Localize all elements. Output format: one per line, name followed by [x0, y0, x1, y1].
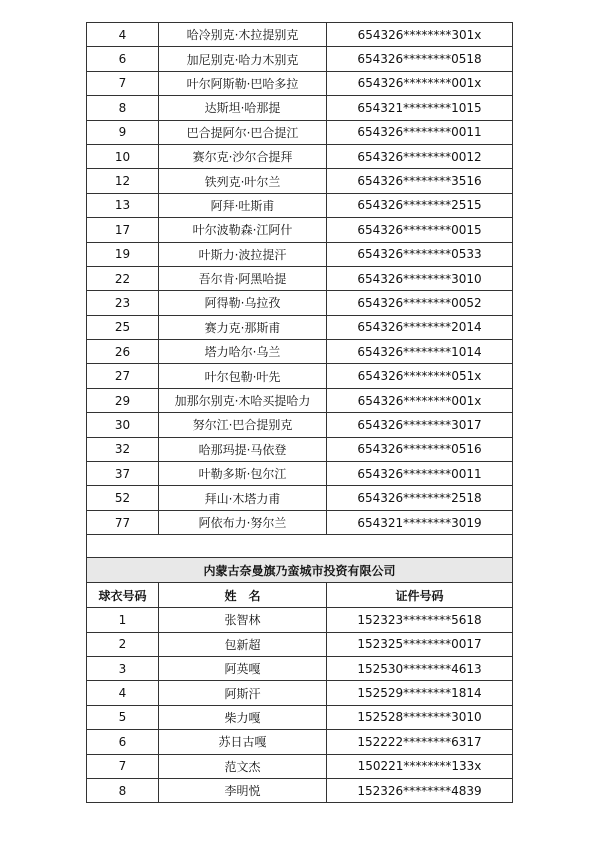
header-jersey-number: 球衣号码 [87, 583, 159, 608]
player-name-cell: 阿依布力·努尔兰 [159, 510, 327, 534]
table-row [87, 413, 513, 437]
id-number-cell: 654326********3017 [327, 413, 513, 437]
table-row [87, 364, 513, 388]
table-row [87, 510, 513, 534]
table-row [87, 681, 513, 705]
jersey-number-cell: 25 [87, 315, 159, 339]
id-number-cell: 654326********2014 [327, 315, 513, 339]
jersey-number-cell: 22 [87, 266, 159, 290]
team1-body [87, 23, 513, 535]
table-row [87, 169, 513, 193]
table-row [87, 437, 513, 461]
header-id-number: 证件号码 [327, 583, 513, 608]
id-number-cell: 152325********0017 [327, 632, 513, 656]
jersey-number-cell: 12 [87, 169, 159, 193]
id-number-cell: 654326********0015 [327, 218, 513, 242]
id-number-cell: 654326********0516 [327, 437, 513, 461]
roster-table [86, 22, 513, 803]
id-number-cell: 654321********1015 [327, 96, 513, 120]
player-name-cell: 叶尔包勒·叶先 [159, 364, 327, 388]
id-number-cell: 654326********0533 [327, 242, 513, 266]
id-number-cell: 654326********1014 [327, 340, 513, 364]
id-number-cell: 152528********3010 [327, 705, 513, 729]
table-row [87, 120, 513, 144]
header-name: 姓 名 [159, 583, 327, 608]
id-number-cell: 654326********0011 [327, 120, 513, 144]
player-name-cell: 赛力克·那斯甫 [159, 315, 327, 339]
jersey-number-cell: 3 [87, 656, 159, 680]
roster-sheet [86, 22, 512, 803]
jersey-number-cell: 19 [87, 242, 159, 266]
player-name-cell: 加那尔别克·木哈买提哈力 [159, 388, 327, 412]
player-name-cell: 柴力嘎 [159, 705, 327, 729]
jersey-number-cell: 52 [87, 486, 159, 510]
id-number-cell: 654326********3010 [327, 266, 513, 290]
player-name-cell: 铁列克·叶尔兰 [159, 169, 327, 193]
id-number-cell: 654326********2515 [327, 193, 513, 217]
id-number-cell: 654326********0052 [327, 291, 513, 315]
table-row [87, 71, 513, 95]
table-row [87, 778, 513, 802]
jersey-number-cell: 7 [87, 754, 159, 778]
player-name-cell: 叶尔波勒森·江阿什 [159, 218, 327, 242]
table-row [87, 193, 513, 217]
table-row [87, 754, 513, 778]
id-number-cell: 152222********6317 [327, 730, 513, 754]
player-name-cell: 巴合提阿尔·巴合提江 [159, 120, 327, 144]
jersey-number-cell: 4 [87, 23, 159, 47]
table-row [87, 218, 513, 242]
table-row [87, 608, 513, 632]
jersey-number-cell: 1 [87, 608, 159, 632]
id-number-cell: 654321********3019 [327, 510, 513, 534]
table-row [87, 705, 513, 729]
jersey-number-cell: 32 [87, 437, 159, 461]
player-name-cell: 塔力哈尔·乌兰 [159, 340, 327, 364]
player-name-cell: 范文杰 [159, 754, 327, 778]
id-number-cell: 152530********4613 [327, 656, 513, 680]
player-name-cell: 哈冷别克·木拉提别克 [159, 23, 327, 47]
player-name-cell: 苏日古嘎 [159, 730, 327, 754]
section-gap [87, 535, 513, 558]
id-number-cell: 654326********0518 [327, 47, 513, 71]
table-row [87, 242, 513, 266]
jersey-number-cell: 29 [87, 388, 159, 412]
id-number-cell: 654326********3516 [327, 169, 513, 193]
jersey-number-cell: 13 [87, 193, 159, 217]
player-name-cell: 张智林 [159, 608, 327, 632]
id-number-cell: 654326********0011 [327, 462, 513, 486]
player-name-cell: 包新超 [159, 632, 327, 656]
jersey-number-cell: 9 [87, 120, 159, 144]
team2-head [87, 558, 513, 608]
player-name-cell: 叶尔阿斯勒·巴哈多拉 [159, 71, 327, 95]
id-number-cell: 152326********4839 [327, 778, 513, 802]
player-name-cell: 吾尔肯·阿黑哈提 [159, 266, 327, 290]
player-name-cell: 阿英嘎 [159, 656, 327, 680]
table-row [87, 462, 513, 486]
table-row [87, 23, 513, 47]
id-number-cell: 152323********5618 [327, 608, 513, 632]
jersey-number-cell: 26 [87, 340, 159, 364]
team2-body [87, 608, 513, 803]
player-name-cell: 李明悦 [159, 778, 327, 802]
jersey-number-cell: 27 [87, 364, 159, 388]
player-name-cell: 拜山·木塔力甫 [159, 486, 327, 510]
table-row [87, 340, 513, 364]
table-row [87, 291, 513, 315]
jersey-number-cell: 8 [87, 96, 159, 120]
jersey-number-cell: 4 [87, 681, 159, 705]
table-row [87, 266, 513, 290]
team-title: 内蒙古奈曼旗乃蛮城市投资有限公司 [87, 558, 513, 583]
table-row [87, 730, 513, 754]
table-row [87, 315, 513, 339]
id-number-cell: 654326********001x [327, 71, 513, 95]
player-name-cell: 加尼别克·哈力木别克 [159, 47, 327, 71]
id-number-cell: 654326********2518 [327, 486, 513, 510]
id-number-cell: 654326********0012 [327, 144, 513, 168]
jersey-number-cell: 30 [87, 413, 159, 437]
jersey-number-cell: 7 [87, 71, 159, 95]
jersey-number-cell: 6 [87, 47, 159, 71]
player-name-cell: 哈那玛提·马依登 [159, 437, 327, 461]
player-name-cell: 叶勒多斯·包尔江 [159, 462, 327, 486]
jersey-number-cell: 8 [87, 778, 159, 802]
player-name-cell: 阿拜·吐斯甫 [159, 193, 327, 217]
jersey-number-cell: 23 [87, 291, 159, 315]
spacer-row [87, 535, 513, 558]
jersey-number-cell: 77 [87, 510, 159, 534]
spacer-cell [87, 535, 513, 558]
id-number-cell: 654326********001x [327, 388, 513, 412]
id-number-cell: 654326********051x [327, 364, 513, 388]
id-number-cell: 150221********133x [327, 754, 513, 778]
jersey-number-cell: 37 [87, 462, 159, 486]
player-name-cell: 阿得勒·乌拉孜 [159, 291, 327, 315]
player-name-cell: 叶斯力·波拉提汗 [159, 242, 327, 266]
jersey-number-cell: 6 [87, 730, 159, 754]
jersey-number-cell: 2 [87, 632, 159, 656]
jersey-number-cell: 17 [87, 218, 159, 242]
table-row [87, 388, 513, 412]
table-row [87, 96, 513, 120]
id-number-cell: 654326********301x [327, 23, 513, 47]
id-number-cell: 152529********1814 [327, 681, 513, 705]
player-name-cell: 赛尔克·沙尔合提拜 [159, 144, 327, 168]
table-row [87, 144, 513, 168]
table-row [87, 656, 513, 680]
player-name-cell: 努尔江·巴合提别克 [159, 413, 327, 437]
player-name-cell: 阿斯汗 [159, 681, 327, 705]
jersey-number-cell: 5 [87, 705, 159, 729]
header-row [87, 583, 513, 608]
jersey-number-cell: 10 [87, 144, 159, 168]
team-title-row [87, 558, 513, 583]
table-row [87, 486, 513, 510]
table-row [87, 47, 513, 71]
table-row [87, 632, 513, 656]
player-name-cell: 达斯坦·哈那提 [159, 96, 327, 120]
